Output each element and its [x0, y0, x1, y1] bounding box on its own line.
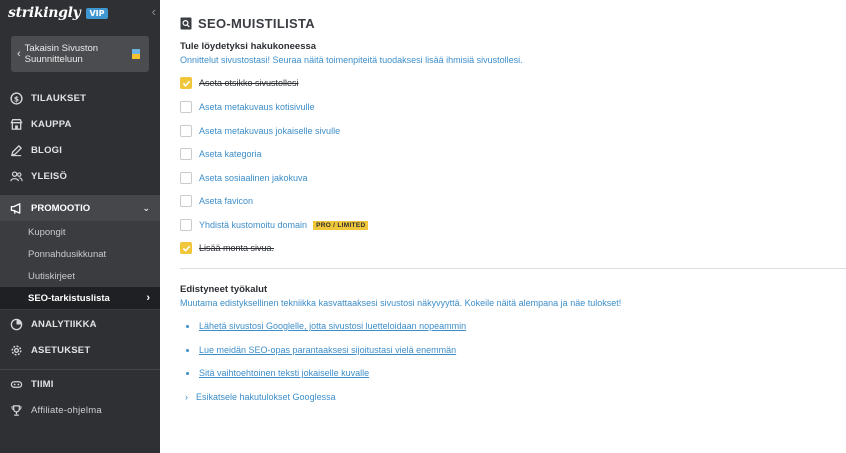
- link-submit-google[interactable]: [186, 321, 466, 331]
- pen-icon: [10, 144, 23, 157]
- link-text[interactable]: Lue meidän SEO-opas parantaaksesi sijoitustasi vielä enemmän: [199, 345, 457, 355]
- checkbox-checked[interactable]: [180, 77, 192, 89]
- link-preview-google[interactable]: [186, 392, 336, 402]
- checklist-item-page-meta[interactable]: [180, 124, 340, 138]
- sidebar-item-asetukset[interactable]: [0, 337, 160, 363]
- checklist-label[interactable]: Aseta metakuvaus jokaiselle sivulle: [199, 126, 341, 136]
- link-text[interactable]: Lähetä sivustosi Googlelle, jotta sivustosi luetteloidaan nopeammin: [199, 321, 467, 331]
- checklist-label[interactable]: Aseta kategoria: [199, 149, 262, 159]
- sidebar-item-yleiso[interactable]: [0, 163, 160, 189]
- page-header: [180, 16, 315, 31]
- checkbox[interactable]: [180, 219, 192, 231]
- sidebar-item-kauppa[interactable]: [0, 111, 160, 137]
- link-seo-guide[interactable]: [186, 345, 456, 355]
- checklist-item-share-image[interactable]: [180, 171, 308, 185]
- chevron-right-icon: ›: [146, 292, 150, 304]
- checklist-item-home-meta[interactable]: [180, 100, 315, 114]
- link-text[interactable]: Esikatsele hakutulokset Googlessa: [196, 392, 336, 402]
- page-title: SEO-MUISTILISTA: [198, 16, 315, 31]
- submenu-item-label: Ponnahdusikkunat: [28, 248, 107, 260]
- submenu-item-label: Kupongit: [28, 226, 66, 238]
- users-icon: [10, 170, 23, 183]
- submenu-item-label: SEO-tarkistuslista: [28, 292, 110, 304]
- sidebar-item-tiimi[interactable]: [0, 371, 160, 397]
- sidebar-item-label: KAUPPA: [31, 118, 72, 130]
- sidebar-item-label: Affiliate-ohjelma: [31, 404, 102, 416]
- sidebar-item-label: ASETUKSET: [31, 344, 91, 356]
- sidebar-item-label: PROMOOTIO: [31, 202, 91, 214]
- back-button-label: Takaisin Sivuston Suunnitteluun: [24, 43, 99, 65]
- submenu-item-uutiskirjeet[interactable]: [0, 265, 160, 287]
- checkbox[interactable]: [180, 101, 192, 113]
- sidebar-item-tilaukset[interactable]: [0, 85, 160, 111]
- sidebar-divider: [0, 369, 160, 370]
- brand-logo[interactable]: strikingly: [8, 5, 81, 21]
- chevron-left-icon: ‹: [17, 48, 21, 60]
- section-title-found: Tule löydetyksi hakukoneessa: [180, 41, 317, 52]
- shop-icon: [10, 118, 23, 131]
- checklist-label[interactable]: Aseta favicon: [199, 196, 254, 206]
- section-desc-advanced: Muutama edistyksellinen tekniikka kasvattaaksesi sivustosi näkyvyyttä. Kokeile näitä alempana ja näe tulokset!: [180, 298, 622, 308]
- checklist-item-multiple-pages[interactable]: [180, 241, 274, 255]
- svg-text:$: $: [13, 93, 20, 103]
- trophy-icon: [10, 404, 23, 417]
- bullet-dot: [186, 349, 189, 352]
- bullet-dot: [186, 325, 189, 328]
- promootio-submenu: [0, 221, 160, 310]
- checkbox[interactable]: [180, 148, 192, 160]
- bullet-dot: [186, 372, 189, 375]
- team-icon: [10, 378, 23, 391]
- link-alt-text[interactable]: [186, 368, 369, 378]
- sidebar-item-blogi[interactable]: [0, 137, 160, 163]
- chevron-right-icon: ›: [185, 392, 188, 402]
- sidebar-nav-bottom: [0, 371, 160, 423]
- pie-chart-icon: [10, 318, 23, 331]
- sidebar-item-analytiikka[interactable]: [0, 311, 160, 337]
- sidebar-nav-middle: [0, 311, 160, 363]
- gear-icon: [10, 344, 23, 357]
- chevron-down-icon: ⌄: [142, 202, 150, 213]
- checklist-item-site-title[interactable]: [180, 76, 299, 90]
- checklist-label[interactable]: Yhdistä kustomoitu domain: [199, 220, 308, 230]
- checkbox[interactable]: [180, 195, 192, 207]
- checkbox[interactable]: [180, 125, 192, 137]
- sidebar-item-label: YLEISÖ: [31, 170, 68, 182]
- submenu-item-kupongit[interactable]: [0, 221, 160, 243]
- checkbox[interactable]: [180, 172, 192, 184]
- checklist-label: Lisää monta sivua.: [199, 243, 275, 253]
- sidebar-nav-top: [0, 85, 160, 189]
- checklist-item-category[interactable]: [180, 147, 262, 161]
- pro-limited-badge: PRO / LIMITED: [313, 221, 368, 230]
- dollar-circle-icon: [10, 92, 23, 105]
- sidebar-item-promootio[interactable]: [0, 195, 160, 221]
- megaphone-icon: [10, 202, 23, 215]
- search-document-icon: [180, 17, 192, 30]
- back-to-editor-button[interactable]: [11, 36, 149, 72]
- sidebar: [0, 0, 160, 453]
- checklist-item-custom-domain[interactable]: [180, 218, 368, 232]
- checklist-label: Aseta otsikko sivustollesi: [199, 78, 299, 88]
- section-desc-found: Onnittelut sivustostasi! Seuraa näitä toimenpiteitä tuodaksesi lisää ihmisiä sivustollesi.: [180, 55, 523, 65]
- collapse-sidebar-icon[interactable]: ‹: [151, 4, 156, 19]
- brand-row: [0, 0, 160, 26]
- sidebar-item-label: ANALYTIIKKA: [31, 318, 97, 330]
- sidebar-item-affiliate[interactable]: [0, 397, 160, 423]
- submenu-item-seo-tarkistuslista[interactable]: [0, 287, 160, 309]
- section-divider: [180, 268, 846, 269]
- checkbox-checked[interactable]: [180, 242, 192, 254]
- sidebar-item-label: TILAUKSET: [31, 92, 87, 104]
- submenu-item-label: Uutiskirjeet: [28, 270, 75, 282]
- sidebar-item-label: BLOGI: [31, 144, 63, 156]
- submenu-item-ponnahdusikkunat[interactable]: [0, 243, 160, 265]
- link-text[interactable]: Sitä vaihtoehtoinen teksti jokaiselle kuvalle: [199, 368, 370, 378]
- checklist-label[interactable]: Aseta metakuvaus kotisivulle: [199, 102, 315, 112]
- vip-badge: VIP: [86, 8, 107, 19]
- sidebar-item-label: TIIMI: [31, 378, 54, 390]
- site-flag-icon: [132, 49, 140, 59]
- checklist-item-favicon[interactable]: [180, 194, 253, 208]
- checklist-label[interactable]: Aseta sosiaalinen jakokuva: [199, 173, 308, 183]
- section-title-advanced: Edistyneet työkalut: [180, 284, 268, 295]
